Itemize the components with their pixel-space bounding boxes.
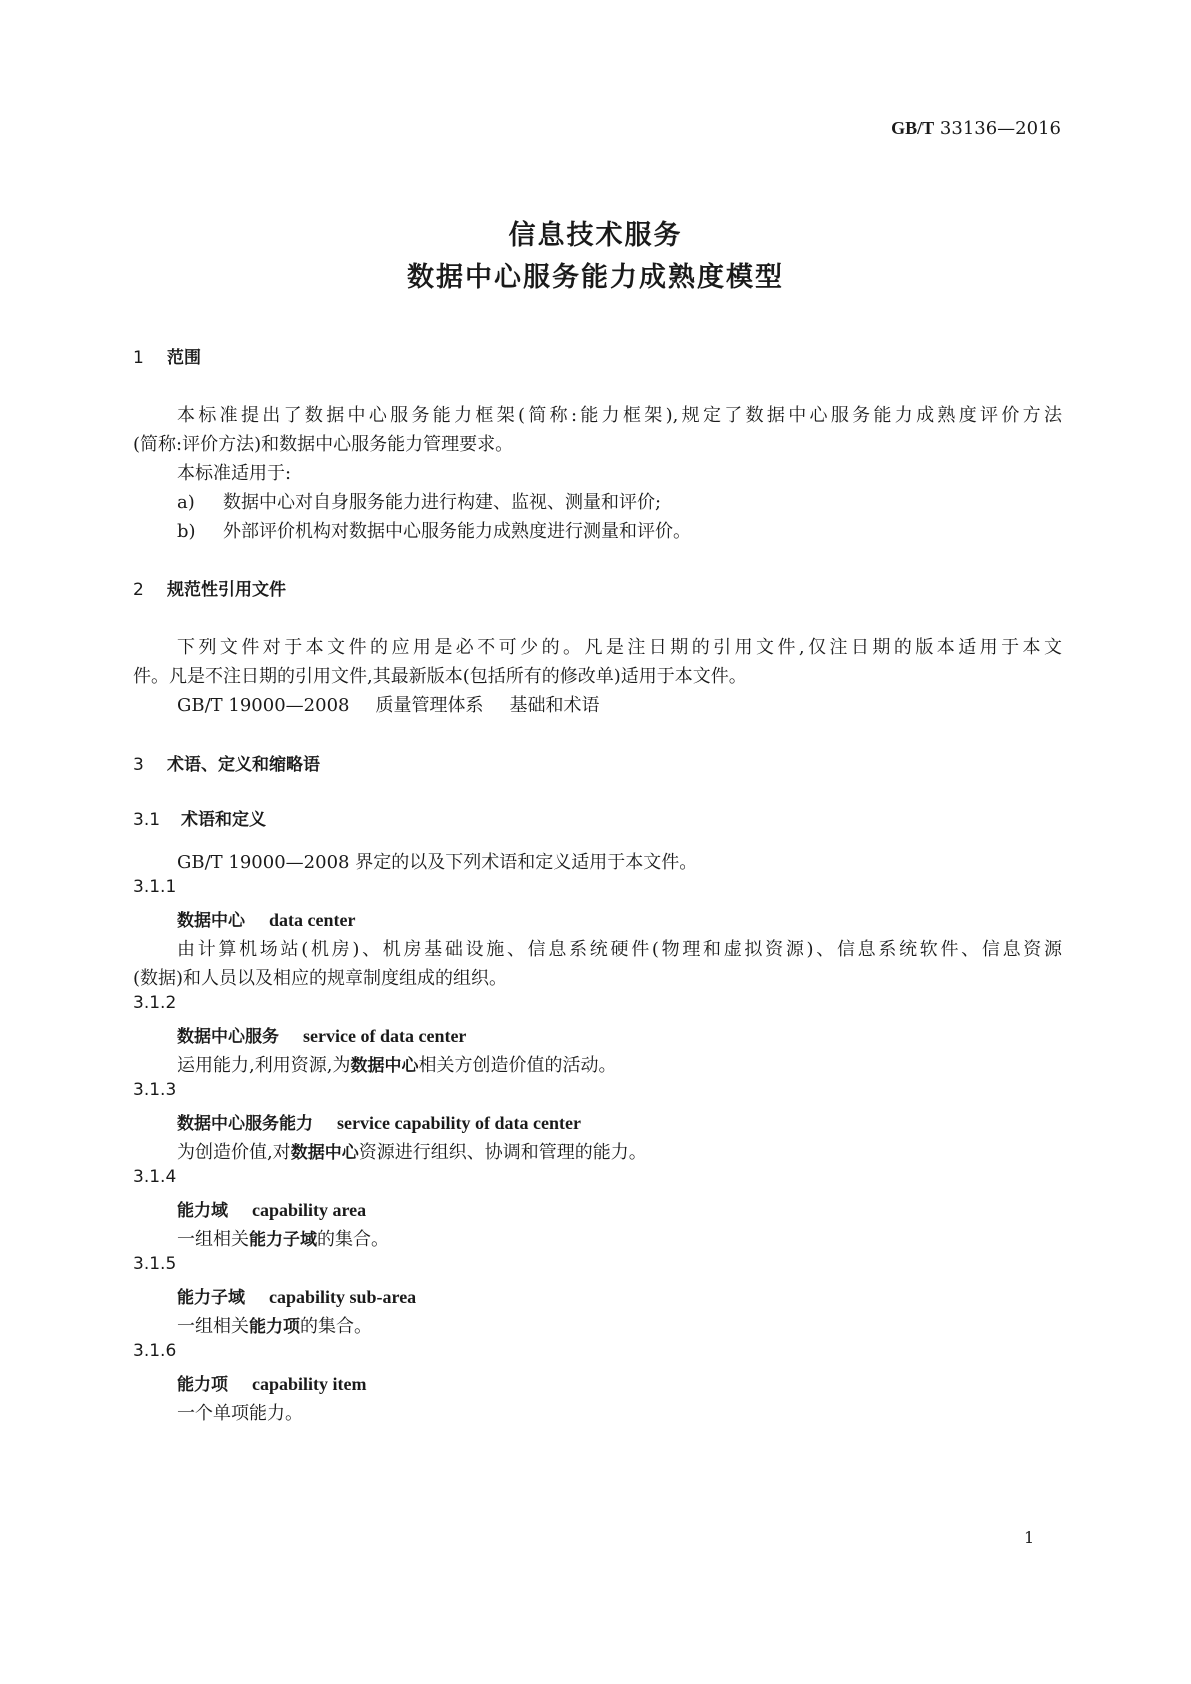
term-definition-line1: 由计算机场站(机房)、机房基础设施、信息系统硬件(物理和虚拟资源)、信息系统软件、信息资源 (177, 939, 1062, 960)
s31-intro: GB/T 19000—2008 界定的以及下列术语和定义适用于本文件。 (177, 852, 698, 873)
s1-para1-line2: (简称:评价方法)和数据中心服务能力管理要求。 (133, 434, 514, 455)
term-heading: 数据中心服务 service of data center (177, 1026, 467, 1047)
term-heading: 能力项 capability item (177, 1374, 367, 1395)
term-number: 3.1.4 (133, 1167, 177, 1187)
list-item: b) 外部评价机构对数据中心服务能力成熟度进行测量和评价。 (177, 521, 691, 542)
term-definition: 为创造价值,对数据中心资源进行组织、协调和管理的能力。 (177, 1142, 647, 1163)
section-3-1-heading: 3.1 术语和定义 (133, 810, 266, 830)
term-definition: 运用能力,利用资源,为数据中心相关方创造价值的活动。 (177, 1055, 617, 1076)
s2-para1-line1: 下列文件对于本文件的应用是必不可少的。凡是注日期的引用文件,仅注日期的版本适用于本文 (177, 637, 1062, 658)
s1-para2: 本标准适用于: (177, 463, 292, 484)
page-number: 1 (1024, 1528, 1035, 1547)
doc-title-line1: 信息技术服务 (508, 220, 683, 251)
term-number: 3.1.2 (133, 993, 177, 1013)
term-heading: 数据中心 data center (177, 910, 356, 931)
standard-code-number: 33136—2016 (939, 118, 1061, 139)
s1-para1-line1: 本标准提出了数据中心服务能力框架(简称:能力框架),规定了数据中心服务能力成熟度评价方法 (177, 405, 1062, 426)
list-item: a) 数据中心对自身服务能力进行构建、监视、测量和评价; (177, 492, 662, 513)
normative-reference: GB/T 19000—2008 质量管理体系 基础和术语 (177, 695, 600, 716)
standard-code-prefix: GB/T (891, 118, 935, 138)
term-number: 3.1.6 (133, 1341, 177, 1361)
section-1-heading: 1 范围 (133, 348, 201, 368)
doc-title-line2: 数据中心服务能力成熟度模型 (407, 262, 784, 293)
term-number: 3.1.1 (133, 877, 177, 897)
term-number: 3.1.5 (133, 1254, 177, 1274)
term-definition: 一组相关能力项的集合。 (177, 1316, 372, 1337)
term-heading: 能力子域 capability sub-area (177, 1287, 417, 1308)
section-2-heading: 2 规范性引用文件 (133, 580, 286, 600)
term-heading: 能力域 capability area (177, 1200, 367, 1221)
term-number: 3.1.3 (133, 1080, 177, 1100)
term-definition: 一个单项能力。 (177, 1403, 303, 1424)
term-definition: 一组相关能力子域的集合。 (177, 1229, 389, 1250)
term-definition-line2: (数据)和人员以及相应的规章制度组成的组织。 (133, 968, 508, 989)
s2-para1-line2: 件。凡是不注日期的引用文件,其最新版本(包括所有的修改单)适用于本文件。 (133, 666, 747, 687)
term-heading: 数据中心服务能力 service capability of data center (177, 1113, 581, 1134)
standard-code (0, 118, 1061, 139)
section-3-heading: 3 术语、定义和缩略语 (133, 755, 320, 775)
